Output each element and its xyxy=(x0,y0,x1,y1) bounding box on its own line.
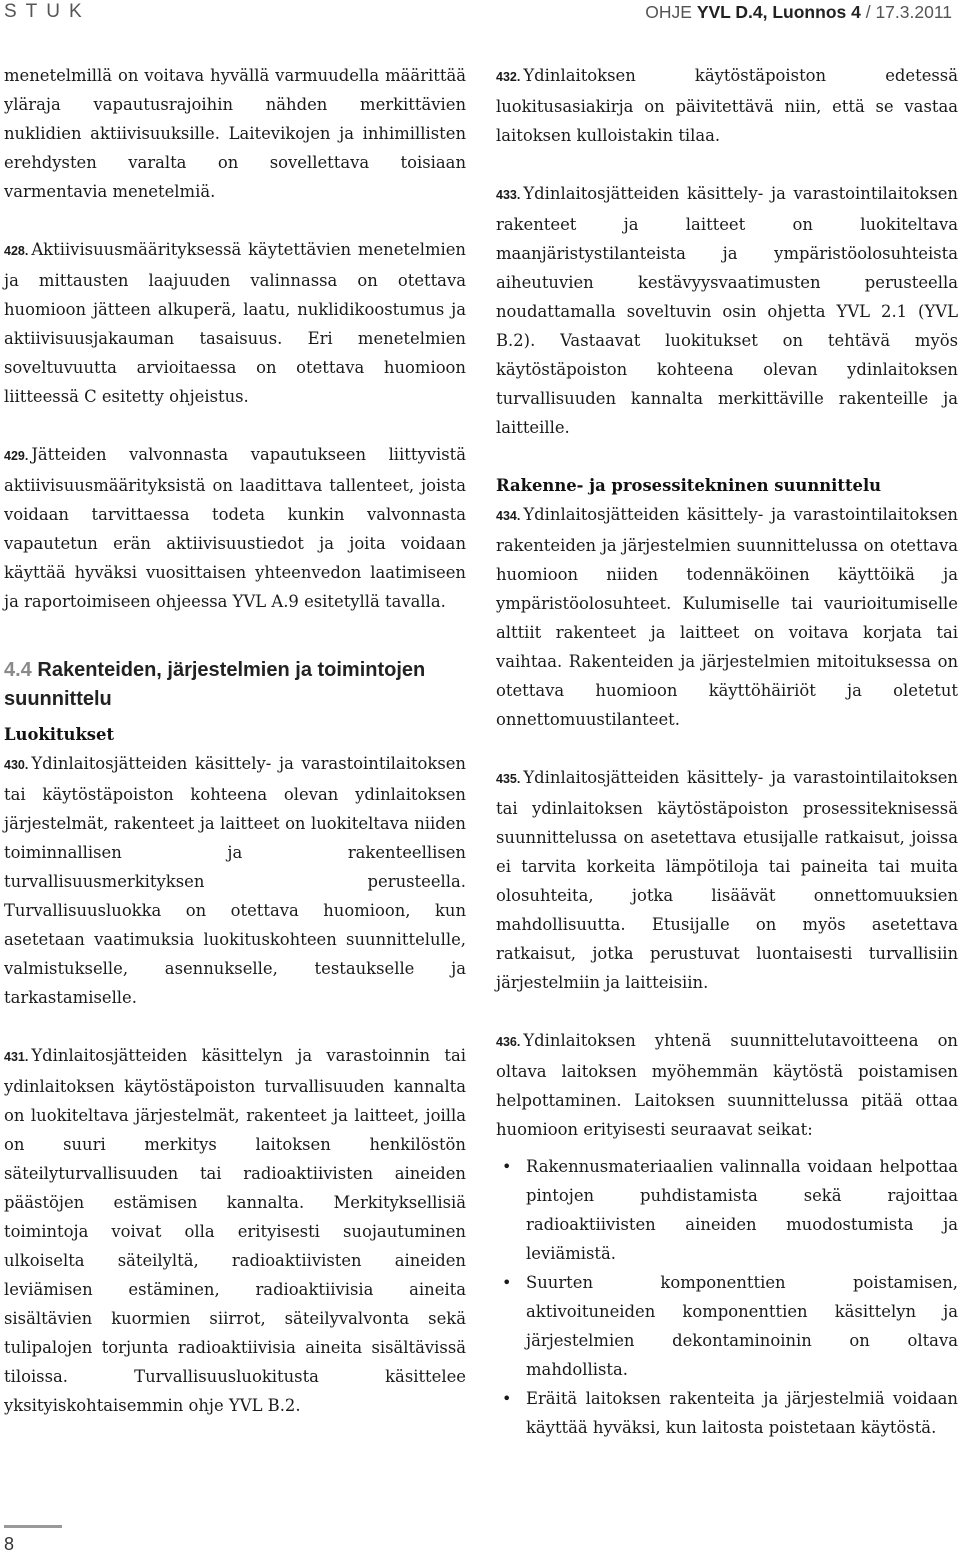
paragraph-429: 429. Jätteiden valvonnasta vapautukseen liittyvistä aktiivisuusmäärityksistä on laadittava tallenteet, joista voidaan tarvittaessa todeta kunkin valvonnasta vapautetun erän aktiivisuustiedot ja joita voidaan käyttää hyväksi vuosittaisen yhteenvedon laatimiseen ja raportoimiseen ohjeessa YVL A.9 esitetyllä tavalla. xyxy=(4,445,466,611)
paragraph-number: 431. xyxy=(4,1050,29,1064)
paragraph-428: 428. Aktiivisuusmäärityksessä käytettävien menetelmien ja mittausten laajuuden valinnassa on otettava huomioon jätteen alkuperä, laatu, nuklidikoostumus ja aktiivisuusjakauman tasaisuus. Eri menetelmien soveltuvuutta arvioitaessa on otettava huomioon liitteessä C esitetty ohjeistus. xyxy=(4,240,466,406)
paragraph-number: 430. xyxy=(4,758,29,772)
guide-id: YVL D.4, Luonnos 4 xyxy=(696,2,861,22)
paragraph-436: 436. Ydinlaitoksen yhtenä suunnittelutavoitteena on oltava laitoksen myöhemmän käytöstä poistamisen helpottaminen. Laitoksen suunnittelussa pitää ottaa huomioon erityisesti seuraavat seikat: xyxy=(496,1031,958,1139)
left-column xyxy=(4,61,466,1449)
list-item: • Suurten komponenttien poistamisen, aktivoituneiden komponenttien käsittelyn ja järjestelmien dekontaminoinin on oltava mahdollista. xyxy=(496,1268,958,1384)
paragraph-number: 434. xyxy=(496,509,521,523)
subheading-rakenne: Rakenne- ja prosessitekninen suunnittelu xyxy=(496,476,882,495)
paragraph-435: 435. Ydinlaitosjätteiden käsittely- ja varastointilaitoksen tai ydinlaitoksen käytöstäpoiston prosessiteknisessä suunnittelussa on asetettava etusijalle ratkaisut, joissa ei tarvita korkeita lämpötiloja tai paineita tai muita olosuhteita, jotka lisäävät onnettomuuksien mahdollisuutta. Etusijalle on myös asetettava ratkaisut, jotka perustuvat luontaisesti turvallisiin järjestelmiin ja laitteisiin. xyxy=(496,768,958,992)
bullet-icon: • xyxy=(502,1157,512,1176)
paragraph-number: 429. xyxy=(4,449,29,463)
list-item: • Rakennusmateriaalien valinnalla voidaan helpottaa pintojen puhdistamista sekä rajoittaa radioaktiivisten aineiden muodostumista ja leviämistä. xyxy=(496,1152,958,1268)
paragraph-number: 435. xyxy=(496,772,521,786)
guide-reference xyxy=(645,2,952,23)
paragraph-434: 434. Ydinlaitosjätteiden käsittely- ja varastointilaitoksen rakenteiden ja järjestelmien suunnittelussa on otettava huomioon niiden todennäköinen käyttöikä ja ympäristöolosuhteet. Kulumiselle tai vaurioitumiselle alttiit rakenteet ja laitteet on voitava korjata tai vaihtaa. Rakenteiden ja järjestelmien mitoituksessa on otettava huomioon käyttöhäiriöt ja oletetut onnettomuustilanteet. xyxy=(496,505,958,729)
section-heading xyxy=(4,656,466,714)
paragraph-432: 432. Ydinlaitoksen käytöstäpoiston edetessä luokitusasiakirja on päivitettävä niin, että se vastaa laitoksen kulloistakin tilaa. xyxy=(496,66,958,145)
paragraph-433: 433. Ydinlaitosjätteiden käsittely- ja varastointilaitoksen rakenteet ja laitteet on luokiteltava maanjäristystilanteista ja ympäristöolosuhteista aiheutuvien kestävyysvaatimusten perusteella noudattamalla soveltuvin osin ohjetta YVL 2.1 (YVL B.2). Vastaavat luokitukset on tehtävä myös käytöstäpoiston kohteena olevan ydinlaitoksen turvallisuuden kannalta merkittäville rakenteille ja laitteille. xyxy=(496,184,958,437)
page-header xyxy=(0,0,960,26)
bullet-icon: • xyxy=(502,1389,512,1408)
paragraph-431: 431. Ydinlaitosjätteiden käsittelyn ja varastoinnin tai ydinlaitoksen käytöstäpoiston turvallisuuden kannalta on luokiteltava järjestelmät, rakenteet ja laitteet, joilla on suuri merkitys laitoksen henkilöstön säteilyturvallisuuden tai radioaktiivisten aineiden päästöjen estämisen kannalta. Merkityksellisiä toimintoja voivat olla erityisesti suojautuminen ulkoiselta säteilyltä, radioaktiivisten aineiden leviämisen estäminen, radioaktiivisia aineita sisältävien kuormien siirrot, säteilyvalvonta sekä tulipalojen torjunta radioaktiivisia aineita sisältävissä tiloissa. Turvallisuusluokitusta käsittelee yksityiskohtaisemmin ohje YVL B.2. xyxy=(4,1046,466,1415)
paragraph-number: 433. xyxy=(496,188,521,202)
section-title: Rakenteiden, järjestelmien ja toimintojen suunnittelu xyxy=(4,659,426,710)
paragraph-number: 436. xyxy=(496,1035,521,1049)
publisher-name: STUK xyxy=(4,1,91,22)
paragraph-430: 430. Ydinlaitosjätteiden käsittely- ja varastointilaitoksen tai käytöstäpoiston kohteena olevan ydinlaitoksen järjestelmät, rakenteet ja laitteet on luokiteltava niiden toiminnallisen ja rakenteellisen turvallisuusmerkityksen perusteella. Turvallisuusluokka on otettava huomioon, kun asetetaan vaatimuksia luokituskohteen suunnittelulle, valmistukselle, asennukselle, testaukselle ja tarkastamiselle. xyxy=(4,754,466,1007)
subheading-luokitukset: Luokitukset xyxy=(4,725,115,744)
bullet-icon: • xyxy=(502,1273,512,1292)
section-number: 4.4 xyxy=(4,659,32,681)
list-item: • Eräitä laitoksen rakenteita ja järjestelmiä voidaan käyttää hyväksi, kun laitosta poistetaan käytöstä. xyxy=(496,1384,958,1442)
intro-paragraph: menetelmillä on voitava hyvällä varmuudella määrittää yläraja vapautusrajoihin nähden merkittävien nuklidien aktiivisuuksille. Laitevikojen ja inhimillisten erehdysten varalta on sovellettava toisiaan varmentavia menetelmiä. xyxy=(4,66,466,201)
bullet-list xyxy=(496,1152,958,1442)
guide-prefix: OHJE xyxy=(645,2,692,22)
paragraph-number: 428. xyxy=(4,244,29,258)
paragraph-number: 432. xyxy=(496,70,521,84)
right-column xyxy=(496,61,958,1442)
guide-date: / 17.3.2011 xyxy=(865,2,952,22)
page-number: 8 xyxy=(4,1534,15,1554)
footer-rule xyxy=(4,1525,62,1528)
